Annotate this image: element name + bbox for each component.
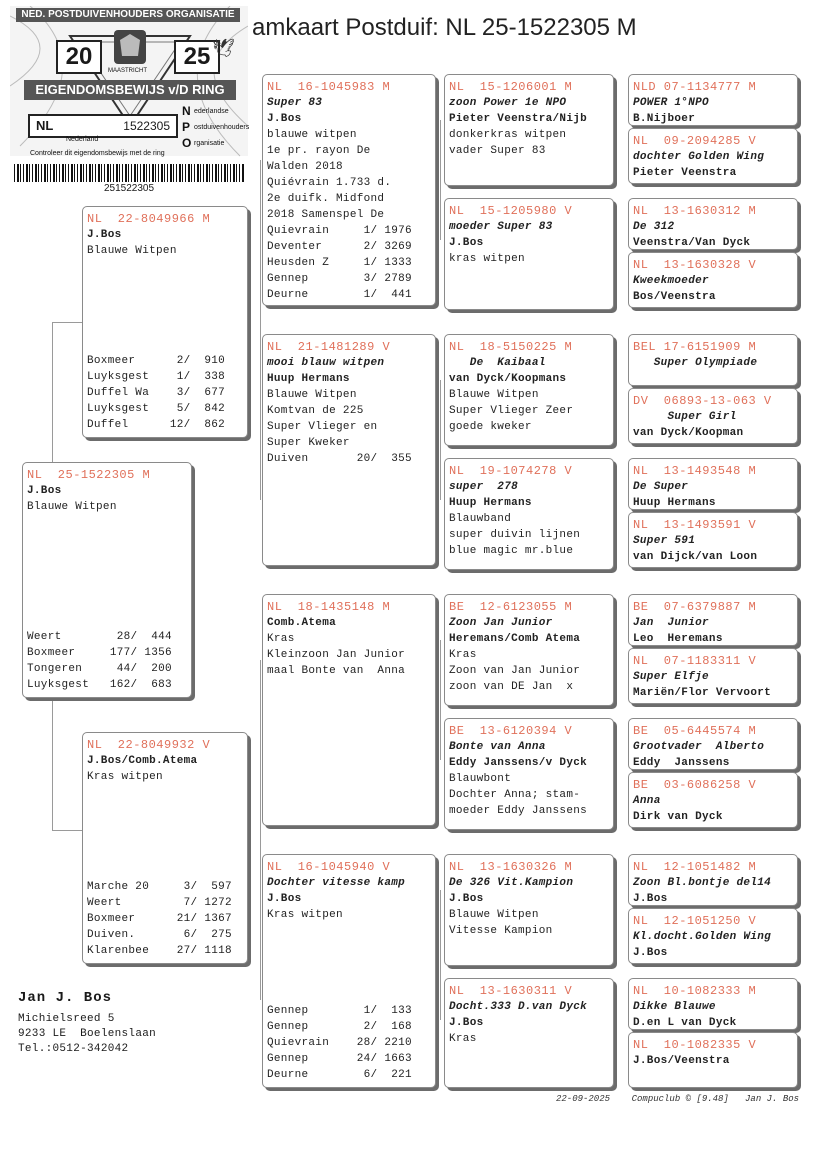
pigeon-card-fff[interactable] — [444, 74, 614, 186]
card-line: blauwe witpen — [267, 129, 357, 141]
pigeon-card-g10[interactable] — [628, 648, 798, 704]
card-line: Blauwbont — [449, 773, 512, 785]
ring-number-box — [28, 114, 178, 138]
pigeon-name: Docht.333 D.van Dyck — [449, 1001, 588, 1013]
pigeon-card-ff[interactable] — [262, 74, 436, 306]
result-row: Weert 7/ 1272 — [87, 897, 232, 909]
result-row: Marche 20 3/ 597 — [87, 881, 232, 893]
pigeon-card-g6[interactable] — [628, 388, 798, 444]
npo-o-text: rganisatie — [194, 140, 225, 147]
ring-number: NL 16-1045983 M — [267, 80, 391, 94]
result-row: Luyksgest 1/ 338 — [87, 371, 226, 383]
breeder-phone: Tel.:0512-342042 — [18, 1043, 129, 1055]
pigeon-card-g9[interactable] — [628, 594, 798, 646]
owner-name: D.en L van Dyck — [633, 1017, 737, 1029]
owner-name: J.Bos — [449, 237, 484, 249]
card-line: blue magic mr.blue — [449, 545, 574, 557]
ring-number: BE 13-6120394 V — [449, 724, 573, 738]
ring-number: BE 07-6379887 M — [633, 600, 757, 614]
owner-name: J.Bos — [267, 893, 302, 905]
pigeon-name: Super Elfje — [633, 671, 709, 683]
pigeon-name: dochter Golden Wing — [633, 151, 765, 163]
year-right: 25 — [174, 40, 220, 74]
connector-line — [440, 380, 441, 500]
pigeon-card-mmm[interactable] — [444, 978, 614, 1088]
pigeon-name: Kl.docht.Golden Wing — [633, 931, 772, 943]
pigeon-name: Zoon Jan Junior — [449, 617, 553, 629]
pigeon-name: Dikke Blauwe — [633, 1001, 716, 1013]
card-line: 1e pr. rayon De — [267, 145, 371, 157]
card-line: Super Vlieger Zeer — [449, 405, 574, 417]
card-line: Super Vlieger en — [267, 421, 378, 433]
pigeon-card-g13[interactable] — [628, 854, 798, 906]
owner-name: J.Bos — [449, 893, 484, 905]
result-row: Luyksgest 162/ 683 — [27, 679, 172, 691]
ring-number: NLD 07-1134777 M — [633, 80, 757, 94]
result-row: Luyksgest 5/ 842 — [87, 403, 226, 415]
card-line: moeder Eddy Janssens — [449, 805, 588, 817]
ring-number: NL 13-1630328 V — [633, 258, 757, 272]
pigeon-card-g15[interactable] — [628, 978, 798, 1030]
ring-number: BEL 17-6151909 M — [633, 340, 757, 354]
owner-name: Bos/Veenstra — [633, 291, 716, 303]
result-row: Deurne 1/ 441 — [267, 289, 412, 301]
results-list — [27, 629, 172, 693]
card-line: goede kweker — [449, 421, 532, 433]
ring-number: BE 05-6445574 M — [633, 724, 757, 738]
npo-o-letter: O — [182, 136, 192, 150]
owner-name: J.Bos — [27, 485, 62, 497]
card-line: Kras — [449, 1033, 477, 1045]
owner-name: Huup Hermans — [633, 497, 716, 509]
org-header: NED. POSTDUIVENHOUDERS ORGANISATIE — [16, 8, 240, 22]
card-line: Walden 2018 — [267, 161, 343, 173]
card-line: kras witpen — [449, 253, 525, 265]
pigeon-name: moeder Super 83 — [449, 221, 553, 233]
pigeon-card-g16[interactable] — [628, 1032, 798, 1088]
card-line: 2e duifk. Midfond — [267, 193, 385, 205]
ring-number: NL 22-8049932 V — [87, 738, 211, 752]
connector-line — [52, 322, 53, 462]
result-row: Klarenbee 27/ 1118 — [87, 945, 232, 957]
pigeon-name: Dochter vitesse kamp — [267, 877, 406, 889]
owner-name: Heremans/Comb Atema — [449, 633, 581, 645]
card-line: super duivin lijnen — [449, 529, 581, 541]
owner-name: van Dyck/Koopmans — [449, 373, 567, 385]
result-row: Deventer 2/ 3269 — [267, 241, 412, 253]
owner-name: J.Bos — [633, 947, 668, 959]
ring-number: BE 03-6086258 V — [633, 778, 757, 792]
ring-number: NL 10-1082333 M — [633, 984, 757, 998]
pigeon-card-g11[interactable] — [628, 718, 798, 770]
pigeon-card-g14[interactable] — [628, 908, 798, 964]
result-row: Quievrain 28/ 2210 — [267, 1037, 412, 1049]
owner-name: Mariën/Flor Vervoort — [633, 687, 772, 699]
pigeon-name: Jan Junior — [633, 617, 709, 629]
owner-name: Huup Hermans — [267, 373, 350, 385]
ring-number: NL 07-1183311 V — [633, 654, 757, 668]
ring-number: NL 13-1493591 V — [633, 518, 757, 532]
connector-line — [52, 830, 82, 831]
owner-name: Eddy Janssens/v Dyck — [449, 757, 588, 769]
connector-line — [440, 890, 441, 1020]
breeder-name: Jan J. Bos — [18, 990, 113, 1006]
connector-line — [260, 660, 261, 1000]
card-line: Dochter Anna; stam- — [449, 789, 581, 801]
pigeon-card-mother[interactable] — [82, 732, 248, 964]
year-left: 20 — [56, 40, 102, 74]
npo-p-letter: P — [182, 120, 191, 134]
pigeon-card-mmf[interactable] — [444, 854, 614, 966]
owner-name: J.Bos — [87, 229, 122, 241]
ring-number: NL 12-1051482 M — [633, 860, 757, 874]
result-row: Deurne 6/ 221 — [267, 1069, 412, 1081]
breeder-street: Michielsreed 5 — [18, 1013, 115, 1025]
card-line: Kras — [449, 649, 477, 661]
connector-line — [440, 120, 441, 240]
owner-name: J.Bos — [449, 1017, 484, 1029]
result-row: Duffel Wa 3/ 677 — [87, 387, 226, 399]
pigeon-card-mff[interactable] — [444, 594, 614, 706]
ring-certificate — [10, 6, 248, 194]
card-line: Super Kweker — [267, 437, 350, 449]
pigeon-card-main[interactable] — [22, 462, 192, 698]
nederland-label: Nederland — [66, 136, 99, 143]
pigeon-name: De 326 Vit.Kampion — [449, 877, 574, 889]
ring-number: NL 10-1082335 V — [633, 1038, 757, 1052]
ring-number: NL 15-1205980 V — [449, 204, 573, 218]
result-row: Gennep 3/ 2789 — [267, 273, 412, 285]
breeder-info — [18, 990, 156, 1057]
result-row: Gennep 24/ 1663 — [267, 1053, 412, 1065]
result-row: Weert 28/ 444 — [27, 631, 172, 643]
ring-number: NL 13-1630311 V — [449, 984, 573, 998]
ring-number: NL 21-1481289 V — [267, 340, 391, 354]
owner-name: Pieter Veenstra/Nijb — [449, 113, 588, 125]
maastricht-label: MAASTRICHT — [108, 68, 147, 74]
result-row: Gennep 2/ 168 — [267, 1021, 412, 1033]
pigeon-name: De Kaibaal — [449, 357, 546, 369]
pigeon-card-g12[interactable] — [628, 772, 798, 828]
pigeon-name: De 312 — [633, 221, 675, 233]
pigeon-card-g7[interactable] — [628, 458, 798, 510]
card-line: Quiévrain 1.733 d. — [267, 177, 392, 189]
result-row: Boxmeer 177/ 1356 — [27, 647, 172, 659]
result-row: Quievrain 1/ 1976 — [267, 225, 412, 237]
owner-name: J.Bos — [267, 113, 302, 125]
ring-number: NL 09-2094285 V — [633, 134, 757, 148]
result-row: Duffel 12/ 862 — [87, 419, 226, 431]
pigeon-name: Super 591 — [633, 535, 696, 547]
results-list — [87, 353, 225, 433]
card-line: Kras witpen — [267, 909, 343, 921]
result-row: Heusden Z 1/ 1333 — [267, 257, 412, 269]
result-row: Boxmeer 2/ 910 — [87, 355, 226, 367]
results-list — [267, 1003, 412, 1083]
pigeon-card-g8[interactable] — [628, 512, 798, 568]
owner-name: J.Bos — [633, 893, 668, 905]
footer-text: 22-09-2025 Compuclub © [9.48] Jan J. Bos — [556, 1094, 800, 1104]
breeder-city: 9233 LE Boelenslaan — [18, 1028, 157, 1040]
npo-p-text: ostduivenhouders — [194, 124, 250, 131]
page-title: amkaart Postduif: NL 25-1522305 M — [252, 14, 637, 41]
card-line: vader Super 83 — [449, 145, 546, 157]
ring-number: BE 12-6123055 M — [449, 600, 573, 614]
ring-number: NL 22-8049966 M — [87, 212, 211, 226]
ring-number: NL 19-1074278 V — [449, 464, 573, 478]
pigeon-card-father[interactable] — [82, 206, 248, 438]
control-text: Controleer dit eigendomsbewijs met de ring — [30, 150, 165, 157]
owner-name: B.Nijboer — [633, 113, 696, 125]
pigeon-card-fm[interactable] — [262, 334, 436, 566]
pigeon-name: super 278 — [449, 481, 519, 493]
color-text: Blauwe Witpen — [27, 501, 117, 513]
pigeon-name: Super Girl — [633, 411, 737, 423]
pigeon-name: Bonte van Anna — [449, 741, 546, 753]
pigeon-card-mf[interactable] — [262, 594, 436, 826]
pigeon-card-g3[interactable] — [628, 198, 798, 250]
ring-number: NL 12-1051250 V — [633, 914, 757, 928]
pigeon-name: Anna — [633, 795, 661, 807]
ring-number: NL 13-1493548 M — [633, 464, 757, 478]
barcode-number: 251522305 — [103, 183, 155, 194]
pigeon-card-mm[interactable] — [262, 854, 436, 1088]
pigeon-name: Super Olympiade — [633, 357, 758, 369]
results-list — [87, 879, 232, 959]
card-line: Blauwe Witpen — [449, 909, 539, 921]
pigeon-card-g4[interactable] — [628, 252, 798, 308]
connector-line — [260, 160, 261, 500]
card-line: Kleinzoon Jan Junior — [267, 649, 406, 661]
pigeon-card-fmm[interactable] — [444, 458, 614, 570]
pigeon-card-mfm[interactable] — [444, 718, 614, 830]
pigeon-name: zoon Power 1e NPO — [449, 97, 567, 109]
ring-number: NL 15-1206001 M — [449, 80, 573, 94]
owner-name: Eddy Janssens — [633, 757, 730, 769]
connector-line — [440, 640, 441, 760]
pigeon-name: Kweekmoeder — [633, 275, 709, 287]
ring-number: 1522305 — [123, 119, 170, 133]
pigeon-card-g5[interactable] — [628, 334, 798, 386]
owner-name: Leo Heremans — [633, 633, 723, 645]
card-line: zoon van DE Jan x — [449, 681, 574, 693]
connector-line — [52, 322, 82, 323]
barcode — [14, 164, 244, 182]
owner-name: Huup Hermans — [449, 497, 532, 509]
ring-number: NL 16-1045940 V — [267, 860, 391, 874]
owner-name: J.Bos/Comb.Atema — [87, 755, 198, 767]
ring-number: NL 18-5150225 M — [449, 340, 573, 354]
pigeon-name: Grootvader Alberto — [633, 741, 765, 753]
ring-number: DV 06893-13-063 V — [633, 394, 772, 408]
card-line: Blauwe Witpen — [449, 389, 539, 401]
pigeon-card-fmf[interactable] — [444, 334, 614, 446]
result-row: Tongeren 44/ 200 — [27, 663, 172, 675]
card-line: Komtvan de 225 — [267, 405, 364, 417]
dove-icon: 🕊 — [212, 40, 235, 60]
eigendomsbewijs-banner: EIGENDOMSBEWIJS v/D RING — [24, 80, 236, 100]
pigeon-name: mooi blauw witpen — [267, 357, 385, 369]
owner-name: Pieter Veenstra — [633, 167, 737, 179]
card-line: donkerkras witpen — [449, 129, 567, 141]
npo-n-text: ederlandse — [194, 108, 229, 115]
color-text: Kras witpen — [87, 771, 163, 783]
owner-name: van Dyck/Koopman — [633, 427, 744, 439]
card-line: 2018 Samenspel De — [267, 209, 385, 221]
result-row: Duiven 20/ 355 — [267, 453, 412, 465]
ring-number: NL 25-1522305 M — [27, 468, 151, 482]
ring-number: NL 18-1435148 M — [267, 600, 391, 614]
ring-number: NL 13-1630326 M — [449, 860, 573, 874]
ring-number: NL 13-1630312 M — [633, 204, 757, 218]
pigeon-card-g1[interactable] — [628, 74, 798, 126]
pigeon-name: Super 83 — [267, 97, 323, 109]
result-row: Gennep 1/ 133 — [267, 1005, 412, 1017]
coat-of-arms-icon — [108, 26, 152, 70]
result-row: Boxmeer 21/ 1367 — [87, 913, 232, 925]
npo-n-letter: N — [182, 104, 191, 118]
ring-country: NL — [36, 118, 54, 133]
card-line: Kras — [267, 633, 295, 645]
pigeon-name: Zoon Bl.bontje del14 — [633, 877, 772, 889]
card-line: maal Bonte van Anna — [267, 665, 406, 677]
pigeon-card-g2[interactable] — [628, 128, 798, 184]
owner-name: van Dijck/van Loon — [633, 551, 758, 563]
card-line: Vitesse Kampion — [449, 925, 553, 937]
owner-name: Dirk van Dyck — [633, 811, 723, 823]
connector-line — [52, 697, 53, 831]
color-text: Blauwe Witpen — [87, 245, 177, 257]
card-line: Blauwe Witpen — [267, 389, 357, 401]
card-line: Blauwband — [449, 513, 512, 525]
owner-name: J.Bos/Veenstra — [633, 1055, 730, 1067]
owner-name: Comb.Atema — [267, 617, 337, 629]
pigeon-card-ffm[interactable] — [444, 198, 614, 310]
pigeon-name: POWER 1°NPO — [633, 97, 709, 109]
card-line: Zoon van Jan Junior — [449, 665, 581, 677]
result-row: Duiven. 6/ 275 — [87, 929, 232, 941]
pigeon-name: De Super — [633, 481, 689, 493]
owner-name: Veenstra/Van Dyck — [633, 237, 751, 249]
